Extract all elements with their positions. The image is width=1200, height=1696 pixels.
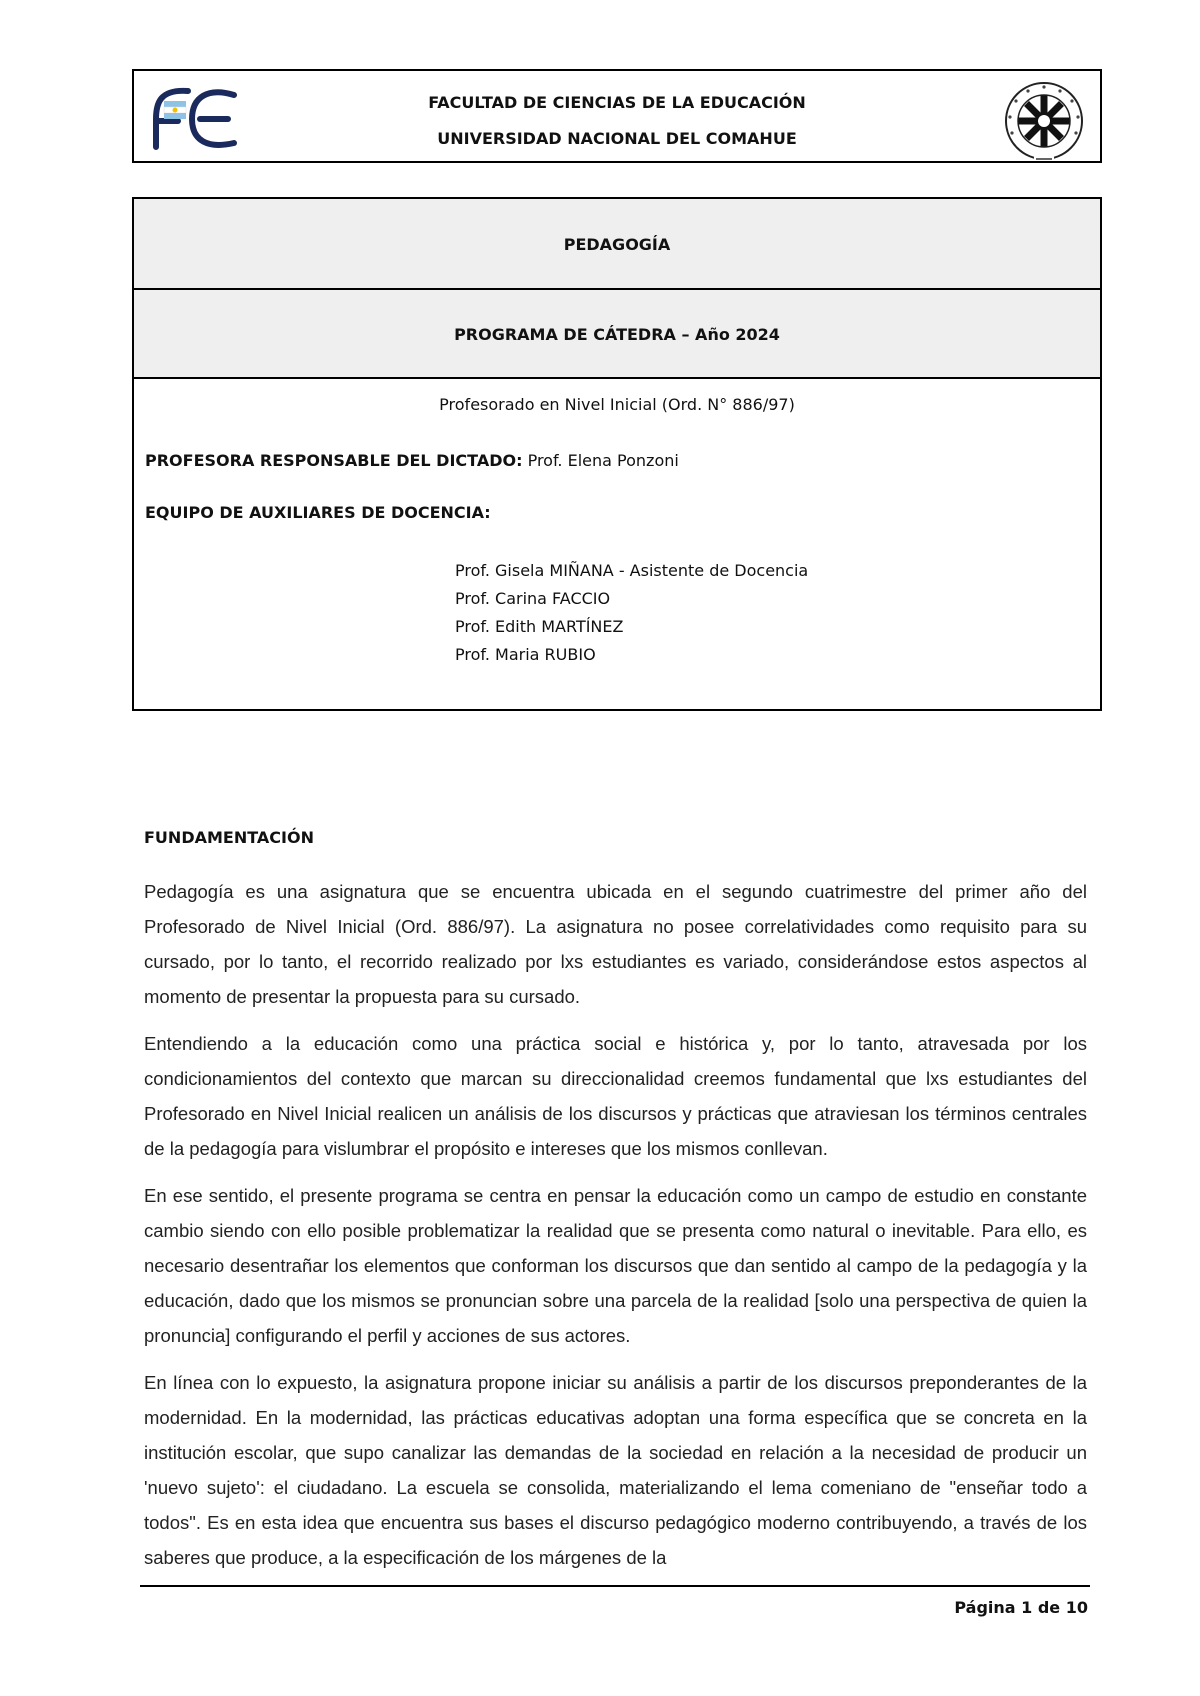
professor-name: Prof. Elena Ponzoni xyxy=(527,451,679,470)
course-info-table xyxy=(132,197,1102,711)
section-title: FUNDAMENTACIÓN xyxy=(144,828,314,847)
professor-label: PROFESORA RESPONSABLE DEL DICTADO: xyxy=(145,451,523,470)
team-list xyxy=(455,557,1089,669)
paragraph: Entendiendo a la educación como una práctica social e histórica y, por lo tanto, atravesada por los condicionamientos del contexto que marcan su direccionalidad creemos fundamental que lxs estudiantes del Profesorado en Nivel Inicial realicen un análisis de los discursos y prácticas que atraviesan los términos centrales de la pedagogía para vislumbrar el propósito e intereses que los mismos conllevan. xyxy=(144,1033,1087,1159)
career-name: Profesorado en Nivel Inicial (Ord. N° 886/97) xyxy=(439,395,795,414)
team-label: EQUIPO DE AUXILIARES DE DOCENCIA: xyxy=(145,503,491,522)
university-name: UNIVERSIDAD NACIONAL DEL COMAHUE xyxy=(437,129,797,148)
team-member: Prof. Gisela MIÑANA - Asistente de Docencia xyxy=(455,561,809,580)
course-name: PEDAGOGÍA xyxy=(134,199,1100,290)
paragraph: En ese sentido, el presente programa se centra en pensar la educación como un campo de estudio en constante cambio siendo con ello posible problematizar la realidad que se presenta como natural o inevitable. Para ello, es necesario desentrañar los elementos que conforman los discursos que dan sentido al campo de la pedagogía y la educación, dado que los mismos se pronuncian sobre una parcela de la realidad [solo una perspectiva de quien la pronuncia] configurando el perfil y acciones de sus actores. xyxy=(144,1185,1087,1346)
document-header xyxy=(132,69,1102,163)
footer-divider xyxy=(140,1585,1090,1587)
paragraph: En línea con lo expuesto, la asignatura propone iniciar su análisis a partir de los discursos preponderantes de la modernidad. En la modernidad, las prácticas educativas adoptan una forma específica que se concreta en la institución escolar, que supo canalizar las demandas de la sociedad en relación a la necesidad de producir un 'nuevo sujeto': el ciudadano. La escuela se consolida, materializando el lema comeniano de "enseñar todo a todos". Es en esta idea que encuentra sus bases el discurso pedagógico moderno contribuyendo, a través de los saberes que produce, a la especificación de los márgenes de la xyxy=(144,1372,1087,1568)
paragraph: Pedagogía es una asignatura que se encuentra ubicada en el segundo cuatrimestre del primer año del Profesorado de Nivel Inicial (Ord. 886/97). La asignatura no posee correlatividades como requisito para su cursado, por lo tanto, el recorrido realizado por lxs estudiantes es variado, considerándose estos aspectos al momento de presentar la propuesta para su cursado. xyxy=(144,881,1087,1007)
program-title: PROGRAMA DE CÁTEDRA – Año 2024 xyxy=(134,290,1100,379)
professor-line xyxy=(145,451,1089,491)
section-body xyxy=(144,874,1087,1587)
faculty-name: FACULTAD DE CIENCIAS DE LA EDUCACIÓN xyxy=(428,93,806,112)
team-member: Prof. Edith MARTÍNEZ xyxy=(455,617,624,636)
team-member: Prof. Carina FACCIO xyxy=(455,589,611,608)
university-seal-icon xyxy=(998,79,1090,165)
page-number: Página 1 de 10 xyxy=(954,1598,1088,1617)
team-member: Prof. Maria RUBIO xyxy=(455,645,596,664)
